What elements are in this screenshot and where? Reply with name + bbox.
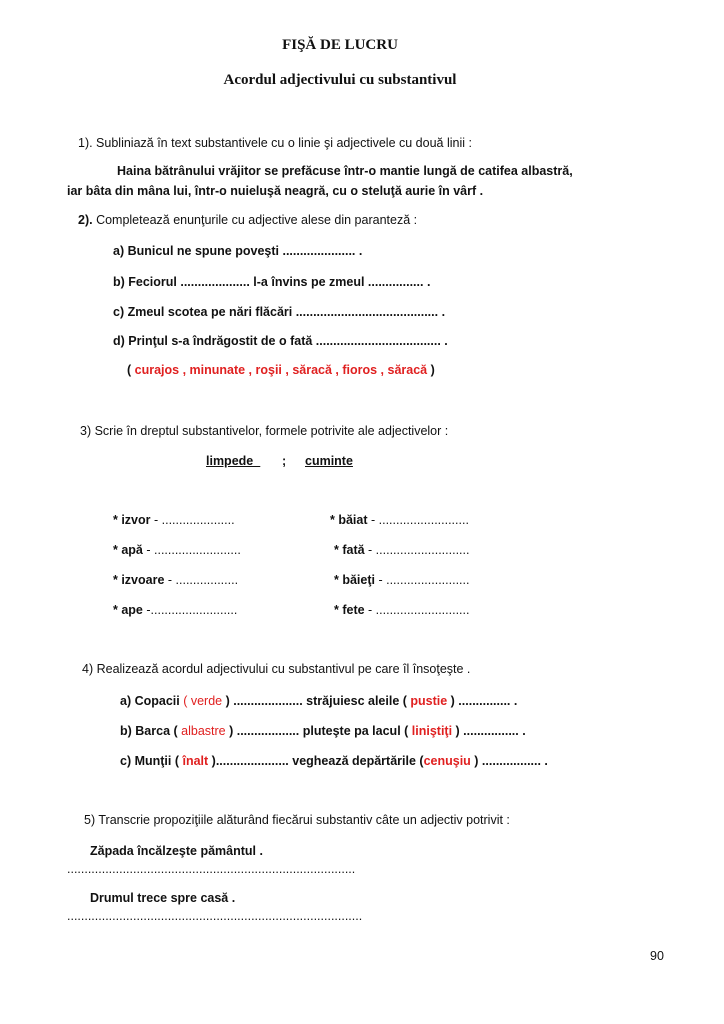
ex5-instruction: 5) Transcrie propoziţiile alăturând fiecărui substantiv câte un adjectiv potrivit : [84, 813, 510, 827]
page-subtitle: Acordul adjectivului cu substantivul [223, 72, 457, 88]
ex5-sentence-1: Zăpada încălzeşte pământul . [90, 844, 263, 858]
blank: - ..................... [150, 513, 235, 527]
ex3-left-row [113, 572, 238, 588]
ex5-blank-2: ..................................................................................... [67, 909, 363, 923]
adjective: pustie [410, 694, 448, 708]
text: )..................... veghează depărtările ( [208, 754, 424, 768]
text: b) Barca ( [120, 724, 182, 738]
ex2-item-c: c) Zmeul scotea pe nări flăcări ......................................... . [113, 305, 446, 319]
blank: - ........................... [364, 543, 470, 557]
ex5-blank-1: ................................................................................... [67, 862, 356, 876]
ex3-adjective-2: cuminte [305, 454, 353, 468]
ex4-instruction: 4) Realizează acordul adjectivului cu substantivul pe care îl însoţeşte . [82, 662, 471, 676]
noun: * ape [113, 603, 143, 617]
ex3-separator: ; [282, 454, 287, 468]
ex1-instruction: 1). Subliniază în text substantivele cu o linie şi adjectivele cu două linii : [78, 136, 472, 150]
blank: -......................... [142, 603, 238, 617]
ex3-left-row [113, 542, 241, 558]
text: ) .................. pluteşte pa lacul ( [225, 724, 412, 738]
ex2-item-a: a) Bunicul ne spune poveşti ..................... . [113, 244, 363, 258]
ex3-right-row [334, 542, 469, 558]
noun: * fete [334, 603, 365, 617]
ex2-instruction-text: Completează enunţurile cu adjective alese din paranteză : [92, 213, 418, 227]
adjective: liniştiţi [411, 724, 453, 738]
text: ) ................ . [452, 724, 526, 738]
ex4-item-b [120, 723, 526, 739]
adjective-options: curajos , minunate , roşii , săracă , fioros , săracă [134, 363, 428, 377]
noun: * izvor [113, 513, 151, 527]
noun: * izvoare [113, 573, 165, 587]
ex4-item-c [120, 753, 548, 769]
ex1-text-line2: iar bâta din mâna lui, într-o nuieluşă neagră, cu o steluţă aurie în vârf . [67, 184, 484, 198]
adjective: ( verde [183, 694, 223, 708]
blank: - ........................... [364, 603, 470, 617]
blank: - ......................... [142, 543, 241, 557]
text: a) Copacii [120, 694, 184, 708]
ex4-item-a [120, 693, 517, 709]
ex3-adjective-1: limpede_ [206, 454, 261, 468]
ex5-sentence-2: Drumul trece spre casă . [90, 891, 236, 905]
noun: * apă [113, 543, 143, 557]
page-number: 90 [650, 949, 664, 963]
ex3-left-row [113, 512, 235, 528]
ex1-text-line1: Haina bătrânului vrăjitor se prefăcuse într-o mantie lungă de catifea albastră, [117, 164, 573, 178]
adjective: cenuşiu [423, 754, 471, 768]
ex3-instruction: 3) Scrie în dreptul substantivelor, formele potrivite ale adjectivelor : [80, 424, 449, 438]
noun: * fată [334, 543, 365, 557]
ex2-item-b: b) Feciorul .................... l-a învins pe zmeul ................ . [113, 275, 431, 289]
blank: - .......................... [367, 513, 469, 527]
noun: * băiat [330, 513, 368, 527]
ex3-left-row [113, 602, 237, 618]
ex2-instruction [78, 212, 417, 228]
noun: * băieţi [334, 573, 375, 587]
blank: - .................. [164, 573, 239, 587]
adjective: înalt [182, 754, 209, 768]
ex2-item-d: d) Prinţul s-a îndrăgostit de o fată .................................... . [113, 334, 448, 348]
text: ) .................... străjuiesc aleile ( [222, 694, 411, 708]
paren-close: ) [427, 363, 435, 377]
ex3-right-row [334, 602, 469, 618]
ex3-right-row [330, 512, 469, 528]
text: c) Munţii ( [120, 754, 183, 768]
text: ) ................. . [470, 754, 548, 768]
ex2-options [127, 362, 435, 378]
paren-open: ( [127, 363, 135, 377]
adjective: albastre [181, 724, 226, 738]
page-title: FIŞĂ DE LUCRU [282, 37, 398, 53]
ex3-right-row [334, 572, 469, 588]
blank: - ........................ [375, 573, 470, 587]
text: ) ............... . [447, 694, 518, 708]
ex2-number: 2). [78, 213, 93, 227]
